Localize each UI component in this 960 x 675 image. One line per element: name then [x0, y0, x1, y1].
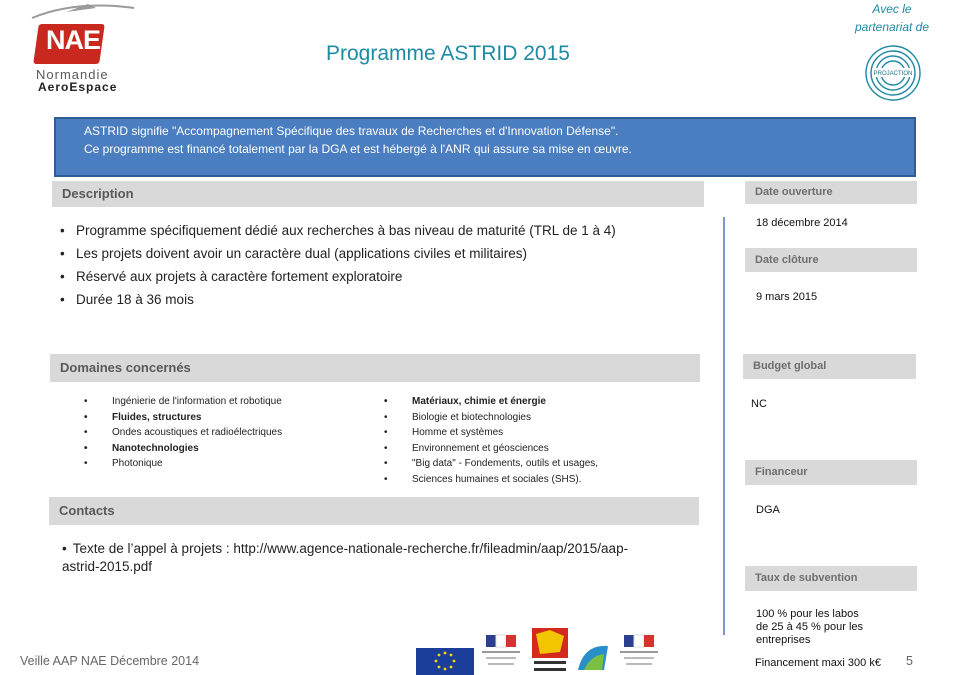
domaine-item: • "Big data" - Fondements, outils et usages,: [384, 456, 694, 472]
logo-line-normandie: Normandie: [36, 67, 109, 82]
financement-maxi: Financement maxi 300 k€: [755, 657, 881, 669]
taux-line: de 25 à 45 % pour les: [756, 621, 864, 633]
partner-line1: Avec le: [872, 2, 912, 16]
domaine-item: • Matériaux, chimie et énergie: [384, 394, 694, 410]
eu-flag-icon: [416, 648, 474, 675]
budget-label: Budget global: [743, 354, 916, 379]
contacts-line2[interactable]: astrid-2015.pdf: [62, 559, 153, 574]
partner-caption: [840, 0, 944, 36]
domaine-item: • Fluides, structures: [84, 410, 374, 426]
budget-value: NC: [751, 398, 767, 410]
description-list: [56, 219, 716, 311]
plane-swoosh-icon: [26, 0, 136, 26]
taux-value: [756, 608, 863, 647]
domaine-item: • Ingénierie de l'information et robotique: [84, 394, 374, 410]
partner-logo-text: PROJACTION: [873, 71, 913, 77]
domaines-list-right: [384, 394, 694, 487]
taux-label: Taux de subvention: [745, 566, 917, 591]
description-heading: Description: [52, 181, 704, 207]
financeur-value: DGA: [756, 504, 780, 516]
domaine-item: • Homme et systèmes: [384, 425, 694, 441]
banner-line2: Ce programme est financé totalement par la DGA et est hébergé à l'ANR qui assure sa mise en œuvre.: [84, 142, 632, 156]
page-title: Programme ASTRID 2015: [326, 42, 570, 65]
domaine-item: • Nanotechnologies: [84, 441, 374, 457]
projaction-logo-icon: [855, 44, 931, 102]
description-item: • Durée 18 à 36 mois: [56, 288, 716, 311]
page-number: 5: [906, 654, 913, 668]
ministere-logo-icon: [614, 633, 664, 675]
taux-line: entreprises: [756, 634, 811, 646]
contacts-link-part1[interactable]: Texte de l’appel à projets : http://www.agence-nationale-recherche.fr/fileadmin/aap/2015/aap-: [72, 541, 629, 556]
contacts-heading: Contacts: [49, 497, 699, 525]
domaine-item: • Photonique: [84, 456, 374, 472]
republique-francaise-logo-icon: [476, 633, 526, 675]
ouverture-value: 18 décembre 2014: [756, 217, 848, 229]
description-item: • Les projets doivent avoir un caractère dual (applications civiles et militaires): [56, 242, 716, 265]
logo-text: NAE: [45, 25, 100, 55]
footer-text: Veille AAP NAE Décembre 2014: [20, 654, 200, 668]
contacts-line1: • Texte de l’appel à projets : http://www.agence-nationale-recherche.fr/fileadmin/aap/2015/aap-: [62, 541, 629, 556]
cloture-label: Date clôture: [745, 248, 917, 272]
taux-line: 100 % pour les labos: [756, 608, 859, 620]
domaine-item: • Environnement et géosciences: [384, 441, 694, 457]
departement-logo-icon: [574, 640, 612, 675]
ouverture-label: Date ouverture: [745, 181, 917, 204]
domaine-item: • Sciences humaines et sociales (SHS).: [384, 472, 694, 488]
nae-logo: [20, 0, 135, 98]
domaines-heading: Domaines concernés: [50, 354, 700, 382]
domaines-list-left: [84, 394, 374, 472]
domaine-item: • Biologie et biotechnologies: [384, 410, 694, 426]
description-item: • Programme spécifiquement dédié aux recherches à bas niveau de maturité (TRL de 1 à 4): [56, 219, 716, 242]
description-item: • Réservé aux projets à caractère fortement exploratoire: [56, 265, 716, 288]
partner-line2: partenariat de: [854, 20, 930, 34]
domaine-item: • Ondes acoustiques et radioélectriques: [84, 425, 374, 441]
region-haute-normandie-logo-icon: [530, 628, 570, 675]
logo-line-aeroespace: AeroEspace: [38, 80, 118, 94]
contacts-text: [62, 540, 702, 576]
banner-line1: ASTRID signifie "Accompagnement Spécifique des travaux de Recherches et d'Innovation Défense".: [84, 124, 619, 138]
financeur-label: Financeur: [745, 460, 917, 485]
astrid-banner: [54, 117, 916, 177]
cloture-value: 9 mars 2015: [756, 291, 818, 303]
vertical-divider: [723, 217, 725, 635]
